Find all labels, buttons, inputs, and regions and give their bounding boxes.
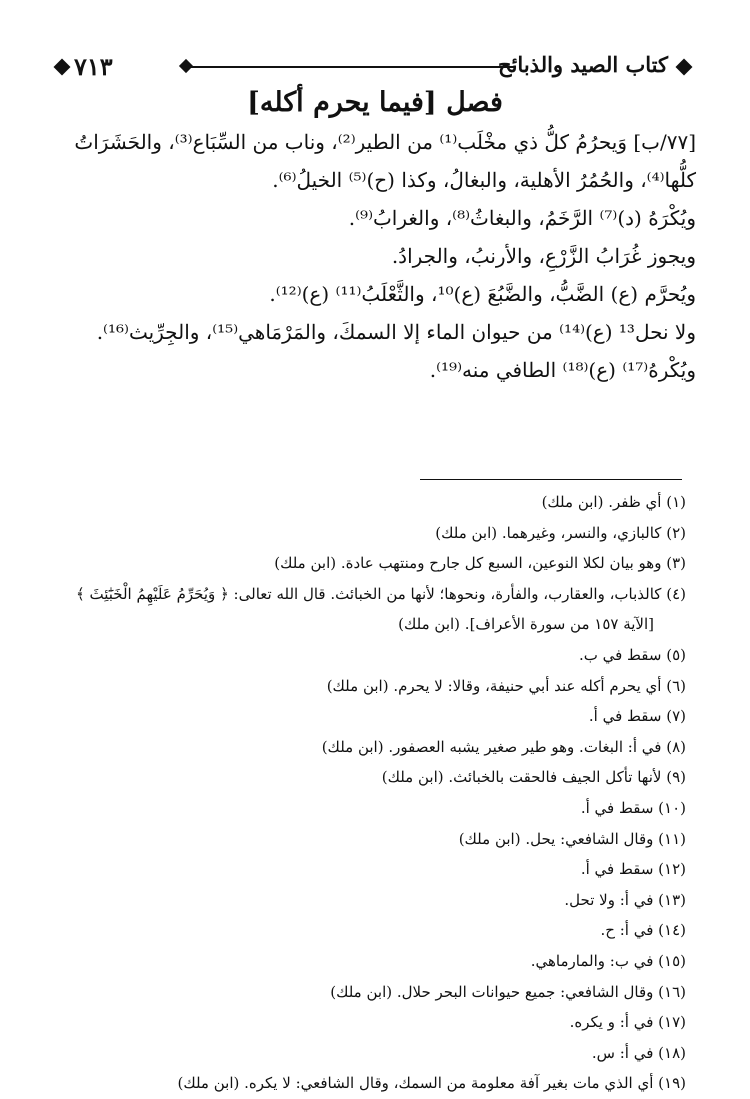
text-line: [٧٧/ب] وَيحرُمُ كلُّ ذي مخْلَب⁽¹⁾ من الطير⁽²⁾، وناب من السِّبَاع⁽³⁾، والحَشَرَاتُ [74, 130, 696, 154]
page-header [60, 52, 692, 82]
footnote: (١٦) وقال الشافعي: جميع حيوانات البحر حلال. (ابن ملك) [330, 982, 686, 1001]
footnote: (١٧) في أ: و يكره. [569, 1013, 686, 1032]
text-line: ويُحرَّم (ع) الضَّبُّ، والضَّبُعَ (ع)¹⁰، والثَّعْلَبُ⁽¹¹⁾ (ع)⁽¹²⁾. [269, 282, 696, 306]
footnote: (١) أي ظفر. (ابن ملك) [541, 493, 686, 511]
text-line: ولا نحل¹³ (ع)⁽¹⁴⁾ من حيوان الماء إلا السمكَ، والمَرْمَاهي⁽¹⁵⁾، والجِرِّيث⁽¹⁶⁾. [96, 320, 696, 344]
text-line: كلُّها⁽⁴⁾، والحُمُرُ الأهلية، والبغالُ، وكذا (ح)⁽⁵⁾ الخيلُ⁽⁶⁾. [272, 168, 696, 192]
footnote-continuation: [الآية ١٥٧ من سورة الأعراف]. (ابن ملك) [398, 615, 654, 634]
footnote: (٤) كالذباب، والعقارب، والفأرة، ونحوها؛ لأنها من الخبائث. قال الله تعالى: ﴿ وَيُحَرِّمُ عَلَيْهِمُ الْخَبَٰٓئِثَ ﴾ [75, 584, 686, 603]
footnote-separator [420, 479, 682, 480]
footnote: (١٢) سقط في أ. [580, 860, 686, 879]
footnote: (١٥) في ب: والمارماهي. [530, 951, 686, 970]
running-title: كتاب الصيد والذبائح [498, 52, 668, 77]
footnote: (٥) سقط في ب. [578, 645, 686, 664]
footnote: (١٤) في أ: ح. [600, 921, 686, 940]
main-text [56, 123, 696, 389]
footnote: (١٠) سقط في أ. [580, 798, 686, 817]
text-line: ويُكْرَهُ (د)⁽⁷⁾ الرَّخَمُ، والبغاثُ⁽⁸⁾، والغرابُ⁽⁹⁾. [348, 206, 696, 230]
footnote: (٧) سقط في أ. [588, 707, 686, 726]
footnote: (١٩) أي الذي مات بغير آفة معلومة من السمك، وقال الشافعي: لا يكره. (ابن ملك) [177, 1074, 686, 1093]
footnote: (١٨) في أ: س. [591, 1043, 686, 1062]
footnote: (١٣) في أ: ولا تحل. [564, 890, 686, 909]
footnote: (٩) لأنها تأكل الجيف فالحقت بالخبائث. (ابن ملك) [381, 768, 686, 787]
footnote: (٣) وهو بيان لكلا النوعين، السبع كل جارح ومنتهب عادة. (ابن ملك) [274, 554, 686, 573]
text-line: ويُكْرهُ⁽¹⁷⁾ (ع)⁽¹⁸⁾ الطافي منه⁽¹⁹⁾. [429, 358, 696, 382]
footnote: (٦) أي يحرم أكله عند أبي حنيفة، وقالا: لا يحرم. (ابن ملك) [326, 676, 686, 695]
footnote: (٨) في أ: البغات. وهو طير صغير يشبه العصفور. (ابن ملك) [321, 737, 686, 756]
footnote: (٢) كالبازي، والنسر، وغيرهما. (ابن ملك) [435, 523, 686, 542]
footnote: (١١) وقال الشافعي: يحل. (ابن ملك) [458, 829, 686, 848]
chapter-title: فصل [فيما يحرم أكله] [247, 87, 503, 118]
right-diamond-ornament [676, 59, 693, 76]
text-line: ويجوز غُرَابُ الزَّرْعِ، والأرنبُ، والجرادُ. [391, 244, 696, 268]
left-diamond-ornament [54, 59, 71, 76]
footnotes [56, 487, 686, 1099]
header-rule [181, 66, 515, 68]
page-number: ٧١٣ [74, 52, 113, 81]
